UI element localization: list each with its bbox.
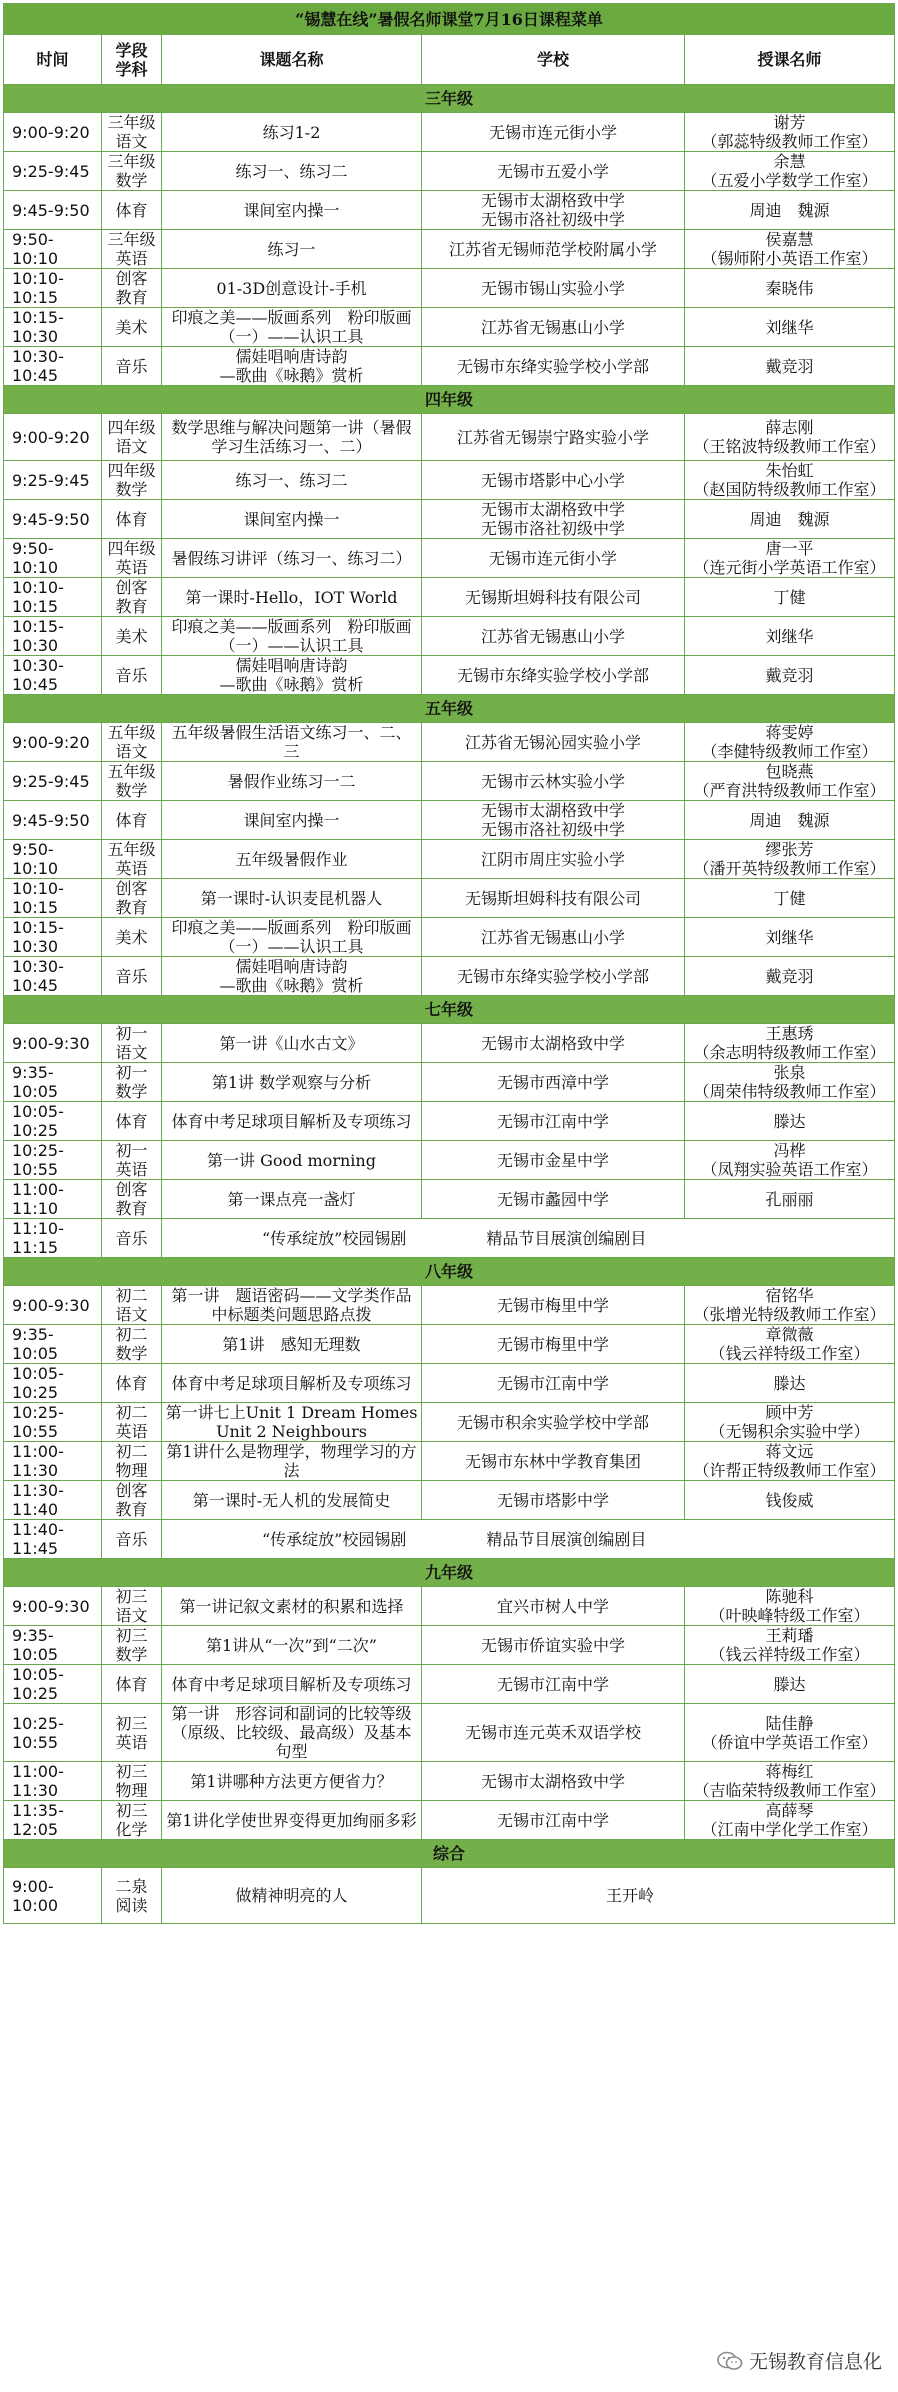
table-row <box>4 1219 895 1258</box>
cell-time: 11:30-11:40 <box>4 1481 102 1520</box>
cell-school: 无锡市江南中学 <box>422 1665 685 1704</box>
watermark-text: 无锡教育信息化 <box>748 2351 882 2373</box>
header-teacher: 授课名师 <box>685 35 895 85</box>
cell-school: 无锡市西漳中学 <box>422 1063 685 1102</box>
table-row <box>4 1286 895 1325</box>
table-row <box>4 723 895 762</box>
cell-time: 10:10-10:15 <box>4 578 102 617</box>
cell-school: 无锡市太湖格致中学 无锡市洛社初级中学 <box>422 500 685 539</box>
watermark <box>717 2347 882 2374</box>
cell-subject: 创客 教育 <box>102 269 162 308</box>
cell-teacher: 戴竞羽 <box>685 656 895 695</box>
section-row <box>4 996 895 1024</box>
cell-topic: 印痕之美——版画系列 粉印版画（一）——认识工具 <box>162 308 422 347</box>
cell-time: 10:15-10:30 <box>4 918 102 957</box>
cell-school: 无锡市积余实验学校中学部 <box>422 1403 685 1442</box>
table-row <box>4 1063 895 1102</box>
title-row <box>4 4 895 35</box>
cell-time: 9:25-9:45 <box>4 762 102 801</box>
cell-subject: 四年级 语文 <box>102 414 162 461</box>
cell-subject: 五年级 英语 <box>102 840 162 879</box>
table-row <box>4 1801 895 1840</box>
table-row <box>4 1364 895 1403</box>
cell-time: 9:50-10:10 <box>4 230 102 269</box>
section-title: 九年级 <box>4 1559 895 1587</box>
section-row <box>4 1258 895 1286</box>
cell-subject: 创客 教育 <box>102 879 162 918</box>
table-row <box>4 414 895 461</box>
cell-teacher: 包晓燕 （严育洪特级教师工作室） <box>685 762 895 801</box>
cell-school: 无锡市塔影中学 <box>422 1481 685 1520</box>
cell-subject: 五年级 语文 <box>102 723 162 762</box>
table-row <box>4 1868 895 1924</box>
cell-time: 11:40-11:45 <box>4 1520 102 1559</box>
cell-school: 江阴市周庄实验小学 <box>422 840 685 879</box>
table-row <box>4 347 895 386</box>
cell-teacher: 丁健 <box>685 879 895 918</box>
cell-time: 10:30-10:45 <box>4 957 102 996</box>
section-title: 四年级 <box>4 386 895 414</box>
cell-subject: 初三 数学 <box>102 1626 162 1665</box>
cell-subject: 音乐 <box>102 1520 162 1559</box>
table-row <box>4 1325 895 1364</box>
cell-topic: 第一讲 Good morning <box>162 1141 422 1180</box>
header-time: 时间 <box>4 35 102 85</box>
cell-subject: 体育 <box>102 1665 162 1704</box>
cell-teacher: 薛志刚 （王铭波特级教师工作室） <box>685 414 895 461</box>
wechat-icon <box>717 2351 743 2371</box>
section-row <box>4 1559 895 1587</box>
cell-time: 9:25-9:45 <box>4 461 102 500</box>
cell-time: 11:10-11:15 <box>4 1219 102 1258</box>
table-row <box>4 879 895 918</box>
cell-teacher: 陆佳静 （侨谊中学英语工作室） <box>685 1704 895 1762</box>
cell-subject: 创客 教育 <box>102 1481 162 1520</box>
cell-teacher: 滕达 <box>685 1364 895 1403</box>
cell-teacher: 张泉 （周荣伟特级教师工作室） <box>685 1063 895 1102</box>
cell-time: 9:00-9:30 <box>4 1286 102 1325</box>
cell-subject: 美术 <box>102 617 162 656</box>
cell-teacher: 周迪 魏源 <box>685 801 895 840</box>
cell-time: 10:10-10:15 <box>4 879 102 918</box>
cell-teacher: 宿铭华 （张增光特级教师工作室） <box>685 1286 895 1325</box>
page-title: “锡慧在线”暑假名师课堂7月16日课程菜单 <box>4 4 895 35</box>
cell-topic: 第一课时-Hello，IOT World <box>162 578 422 617</box>
cell-time: 11:00-11:30 <box>4 1442 102 1481</box>
cell-teacher: 滕达 <box>685 1665 895 1704</box>
cell-teacher: 蒋雯婷 （李健特级教师工作室） <box>685 723 895 762</box>
table-row <box>4 113 895 152</box>
section-row <box>4 695 895 723</box>
cell-teacher: 王惠琇 （余志明特级教师工作室） <box>685 1024 895 1063</box>
cell-teacher: 戴竞羽 <box>685 347 895 386</box>
cell-teacher: 顾中芳 （无锡积余实验中学） <box>685 1403 895 1442</box>
table-row <box>4 1481 895 1520</box>
cell-school: 无锡市太湖格致中学 无锡市洛社初级中学 <box>422 801 685 840</box>
table-row <box>4 801 895 840</box>
section-row <box>4 85 895 113</box>
cell-school: 江苏省无锡惠山小学 <box>422 308 685 347</box>
table-row <box>4 191 895 230</box>
cell-teacher: 蒋文远 （许帮正特级教师工作室） <box>685 1442 895 1481</box>
table-row <box>4 918 895 957</box>
cell-subject: 初三 英语 <box>102 1704 162 1762</box>
section-title: 三年级 <box>4 85 895 113</box>
cell-teacher: 丁健 <box>685 578 895 617</box>
cell-note: “传承绽放”校园锡剧 精品节目展演创编剧目 <box>162 1520 895 1559</box>
table-row <box>4 1403 895 1442</box>
cell-school: 无锡市五爱小学 <box>422 152 685 191</box>
cell-teacher: 王开岭 <box>422 1868 895 1924</box>
cell-teacher: 刘继华 <box>685 617 895 656</box>
cell-school: 江苏省无锡沁园实验小学 <box>422 723 685 762</box>
cell-teacher: 高薛琴 （江南中学化学工作室） <box>685 1801 895 1840</box>
table-row <box>4 1704 895 1762</box>
section-title: 综合 <box>4 1840 895 1868</box>
table-row <box>4 1180 895 1219</box>
cell-teacher: 刘继华 <box>685 308 895 347</box>
cell-school: 无锡市连元街小学 <box>422 539 685 578</box>
cell-time: 9:50-10:10 <box>4 539 102 578</box>
cell-school: 江苏省无锡惠山小学 <box>422 918 685 957</box>
cell-teacher: 周迪 魏源 <box>685 191 895 230</box>
header-row <box>4 35 895 85</box>
cell-time: 9:00-9:30 <box>4 1587 102 1626</box>
cell-topic: 第一课点亮一盏灯 <box>162 1180 422 1219</box>
cell-school: 无锡市连元英禾双语学校 <box>422 1704 685 1762</box>
cell-time: 9:35-10:05 <box>4 1063 102 1102</box>
cell-topic: 第1讲从“一次”到“二次” <box>162 1626 422 1665</box>
cell-teacher: 余慧 （五爱小学数学工作室） <box>685 152 895 191</box>
cell-time: 11:35-12:05 <box>4 1801 102 1840</box>
cell-topic: 课间室内操一 <box>162 191 422 230</box>
cell-subject: 三年级 英语 <box>102 230 162 269</box>
cell-teacher: 王莉璠 （钱云祥特级工作室） <box>685 1626 895 1665</box>
cell-subject: 初三 化学 <box>102 1801 162 1840</box>
table-row <box>4 578 895 617</box>
cell-time: 10:15-10:30 <box>4 308 102 347</box>
cell-topic: 印痕之美——版画系列 粉印版画（一）——认识工具 <box>162 918 422 957</box>
cell-time: 10:30-10:45 <box>4 656 102 695</box>
cell-school: 无锡市太湖格致中学 <box>422 1762 685 1801</box>
table-row <box>4 1102 895 1141</box>
cell-school: 江苏省无锡崇宁路实验小学 <box>422 414 685 461</box>
cell-topic: 01-3D创意设计-手机 <box>162 269 422 308</box>
cell-school: 无锡市江南中学 <box>422 1102 685 1141</box>
cell-school: 无锡市东绛实验学校小学部 <box>422 957 685 996</box>
cell-time: 9:00-9:20 <box>4 414 102 461</box>
cell-teacher: 滕达 <box>685 1102 895 1141</box>
cell-subject: 三年级 数学 <box>102 152 162 191</box>
schedule-table <box>3 3 895 1924</box>
cell-subject: 五年级 数学 <box>102 762 162 801</box>
cell-teacher: 冯桦 （凤翔实验英语工作室） <box>685 1141 895 1180</box>
cell-time: 9:00-10:00 <box>4 1868 102 1924</box>
cell-teacher: 戴竞羽 <box>685 957 895 996</box>
cell-topic: 数学思维与解决问题第一讲（暑假学习生活练习一、二） <box>162 414 422 461</box>
cell-subject: 初二 语文 <box>102 1286 162 1325</box>
table-row <box>4 1520 895 1559</box>
cell-school: 无锡市江南中学 <box>422 1801 685 1840</box>
cell-topic: 第1讲 数学观察与分析 <box>162 1063 422 1102</box>
cell-school: 无锡市梅里中学 <box>422 1325 685 1364</box>
cell-teacher: 孔丽丽 <box>685 1180 895 1219</box>
cell-school: 无锡市东林中学教育集团 <box>422 1442 685 1481</box>
cell-subject: 音乐 <box>102 347 162 386</box>
cell-topic: 第一讲七上Unit 1 Dream Homes Unit 2 Neighbours <box>162 1403 422 1442</box>
cell-teacher: 钱俊威 <box>685 1481 895 1520</box>
cell-subject: 创客 教育 <box>102 578 162 617</box>
cell-school: 无锡斯坦姆科技有限公司 <box>422 879 685 918</box>
cell-teacher: 唐一平 （连元街小学英语工作室） <box>685 539 895 578</box>
section-row <box>4 1840 895 1868</box>
cell-subject: 美术 <box>102 308 162 347</box>
cell-topic: 儒娃唱响唐诗韵 —歌曲《咏鹅》赏析 <box>162 957 422 996</box>
cell-school: 无锡市塔影中心小学 <box>422 461 685 500</box>
cell-topic: 体育中考足球项目解析及专项练习 <box>162 1364 422 1403</box>
cell-subject: 音乐 <box>102 957 162 996</box>
cell-topic: 第1讲什么是物理学，物理学习的方法 <box>162 1442 422 1481</box>
cell-topic: 第1讲化学使世界变得更加绚丽多彩 <box>162 1801 422 1840</box>
cell-time: 11:00-11:10 <box>4 1180 102 1219</box>
cell-subject: 初一 英语 <box>102 1141 162 1180</box>
cell-subject: 初二 英语 <box>102 1403 162 1442</box>
cell-topic: 第一讲 形容词和副词的比较等级（原级、比较级、最高级）及基本句型 <box>162 1704 422 1762</box>
cell-topic: 第1讲 感知无理数 <box>162 1325 422 1364</box>
cell-subject: 初一 数学 <box>102 1063 162 1102</box>
cell-subject: 二泉 阅读 <box>102 1868 162 1924</box>
cell-topic: 第一讲 题语密码——文学类作品中标题类问题思路点拨 <box>162 1286 422 1325</box>
cell-teacher: 周迪 魏源 <box>685 500 895 539</box>
cell-topic: 五年级暑假作业 <box>162 840 422 879</box>
header-topic: 课题名称 <box>162 35 422 85</box>
cell-topic: 第一讲记叙文素材的积累和选择 <box>162 1587 422 1626</box>
cell-subject: 体育 <box>102 191 162 230</box>
cell-time: 11:00-11:30 <box>4 1762 102 1801</box>
cell-teacher: 缪张芳 （潘开英特级教师工作室） <box>685 840 895 879</box>
cell-topic: 练习一、练习二 <box>162 461 422 500</box>
cell-school: 无锡市太湖格致中学 <box>422 1024 685 1063</box>
table-row <box>4 1587 895 1626</box>
cell-teacher: 蒋梅红 （吉临荣特级教师工作室） <box>685 1762 895 1801</box>
cell-time: 9:45-9:50 <box>4 191 102 230</box>
cell-teacher: 侯嘉慧 （锡师附小英语工作室） <box>685 230 895 269</box>
cell-time: 10:10-10:15 <box>4 269 102 308</box>
table-row <box>4 269 895 308</box>
cell-topic: 体育中考足球项目解析及专项练习 <box>162 1102 422 1141</box>
cell-note: “传承绽放”校园锡剧 精品节目展演创编剧目 <box>162 1219 895 1258</box>
table-row <box>4 1024 895 1063</box>
table-row <box>4 500 895 539</box>
cell-subject: 体育 <box>102 1102 162 1141</box>
cell-time: 10:25-10:55 <box>4 1704 102 1762</box>
cell-time: 9:00-9:20 <box>4 723 102 762</box>
cell-time: 9:50-10:10 <box>4 840 102 879</box>
table-row <box>4 762 895 801</box>
cell-teacher: 朱怡虹 （赵国防特级教师工作室） <box>685 461 895 500</box>
cell-subject: 美术 <box>102 918 162 957</box>
cell-school: 无锡市太湖格致中学 无锡市洛社初级中学 <box>422 191 685 230</box>
cell-school: 无锡市东绛实验学校小学部 <box>422 656 685 695</box>
header-school: 学校 <box>422 35 685 85</box>
cell-school: 无锡市梅里中学 <box>422 1286 685 1325</box>
cell-school: 无锡斯坦姆科技有限公司 <box>422 578 685 617</box>
cell-teacher: 秦晓伟 <box>685 269 895 308</box>
cell-time: 9:00-9:30 <box>4 1024 102 1063</box>
cell-topic: 第一讲《山水古文》 <box>162 1024 422 1063</box>
cell-topic: 印痕之美——版画系列 粉印版画（一）——认识工具 <box>162 617 422 656</box>
table-row <box>4 617 895 656</box>
cell-teacher: 章微薇 （钱云祥特级工作室） <box>685 1325 895 1364</box>
cell-time: 10:25-10:55 <box>4 1403 102 1442</box>
cell-time: 10:25-10:55 <box>4 1141 102 1180</box>
cell-subject: 音乐 <box>102 656 162 695</box>
cell-teacher: 陈驰科 （叶映峰特级工作室） <box>685 1587 895 1626</box>
cell-time: 10:30-10:45 <box>4 347 102 386</box>
cell-time: 10:05-10:25 <box>4 1102 102 1141</box>
cell-topic: 做精神明亮的人 <box>162 1868 422 1924</box>
cell-topic: 暑假作业练习一二 <box>162 762 422 801</box>
cell-subject: 初二 数学 <box>102 1325 162 1364</box>
cell-topic: 练习一、练习二 <box>162 152 422 191</box>
cell-subject: 四年级 英语 <box>102 539 162 578</box>
cell-subject: 四年级 数学 <box>102 461 162 500</box>
cell-teacher: 谢芳 （郭蕊特级教师工作室） <box>685 113 895 152</box>
cell-subject: 体育 <box>102 1364 162 1403</box>
cell-subject: 创客 教育 <box>102 1180 162 1219</box>
cell-time: 10:05-10:25 <box>4 1665 102 1704</box>
table-row <box>4 308 895 347</box>
cell-time: 9:35-10:05 <box>4 1325 102 1364</box>
cell-topic: 第1讲哪种方法更方便省力？ <box>162 1762 422 1801</box>
cell-time: 9:45-9:50 <box>4 801 102 840</box>
cell-topic: 课间室内操一 <box>162 500 422 539</box>
cell-topic: 第一课时-认识麦昆机器人 <box>162 879 422 918</box>
section-row <box>4 386 895 414</box>
cell-subject: 三年级 语文 <box>102 113 162 152</box>
cell-subject: 初二 物理 <box>102 1442 162 1481</box>
cell-topic: 练习1-2 <box>162 113 422 152</box>
cell-subject: 初三 语文 <box>102 1587 162 1626</box>
cell-teacher: 刘继华 <box>685 918 895 957</box>
table-row <box>4 840 895 879</box>
cell-topic: 练习一 <box>162 230 422 269</box>
cell-time: 9:45-9:50 <box>4 500 102 539</box>
cell-time: 10:15-10:30 <box>4 617 102 656</box>
cell-subject: 初一 语文 <box>102 1024 162 1063</box>
cell-subject: 体育 <box>102 500 162 539</box>
section-title: 五年级 <box>4 695 895 723</box>
cell-time: 9:35-10:05 <box>4 1626 102 1665</box>
cell-school: 无锡市侨谊实验中学 <box>422 1626 685 1665</box>
cell-topic: 暑假练习讲评（练习一、练习二） <box>162 539 422 578</box>
table-row <box>4 152 895 191</box>
table-row <box>4 230 895 269</box>
cell-topic: 第一课时-无人机的发展简史 <box>162 1481 422 1520</box>
cell-school: 江苏省无锡惠山小学 <box>422 617 685 656</box>
cell-subject: 初三 物理 <box>102 1762 162 1801</box>
table-row <box>4 1626 895 1665</box>
cell-school: 江苏省无锡师范学校附属小学 <box>422 230 685 269</box>
table-row <box>4 957 895 996</box>
cell-subject: 音乐 <box>102 1219 162 1258</box>
table-row <box>4 539 895 578</box>
cell-school: 无锡市连元街小学 <box>422 113 685 152</box>
table-row <box>4 461 895 500</box>
cell-topic: 课间室内操一 <box>162 801 422 840</box>
cell-topic: 儒娃唱响唐诗韵 —歌曲《咏鹅》赏析 <box>162 347 422 386</box>
cell-school: 无锡市云林实验小学 <box>422 762 685 801</box>
cell-school: 无锡市金星中学 <box>422 1141 685 1180</box>
cell-topic: 体育中考足球项目解析及专项练习 <box>162 1665 422 1704</box>
table-row <box>4 1665 895 1704</box>
table-row <box>4 656 895 695</box>
table-row <box>4 1442 895 1481</box>
table-row <box>4 1141 895 1180</box>
cell-topic: 儒娃唱响唐诗韵 —歌曲《咏鹅》赏析 <box>162 656 422 695</box>
cell-time: 10:05-10:25 <box>4 1364 102 1403</box>
cell-subject: 体育 <box>102 801 162 840</box>
cell-school: 无锡市锡山实验小学 <box>422 269 685 308</box>
cell-topic: 五年级暑假生活语文练习一、二、三 <box>162 723 422 762</box>
section-title: 八年级 <box>4 1258 895 1286</box>
section-title: 七年级 <box>4 996 895 1024</box>
table-row <box>4 1762 895 1801</box>
cell-time: 9:25-9:45 <box>4 152 102 191</box>
cell-school: 无锡市蠡园中学 <box>422 1180 685 1219</box>
cell-school: 无锡市江南中学 <box>422 1364 685 1403</box>
cell-school: 无锡市东绛实验学校小学部 <box>422 347 685 386</box>
header-subject: 学段 学科 <box>102 35 162 85</box>
cell-time: 9:00-9:20 <box>4 113 102 152</box>
cell-school: 宜兴市树人中学 <box>422 1587 685 1626</box>
